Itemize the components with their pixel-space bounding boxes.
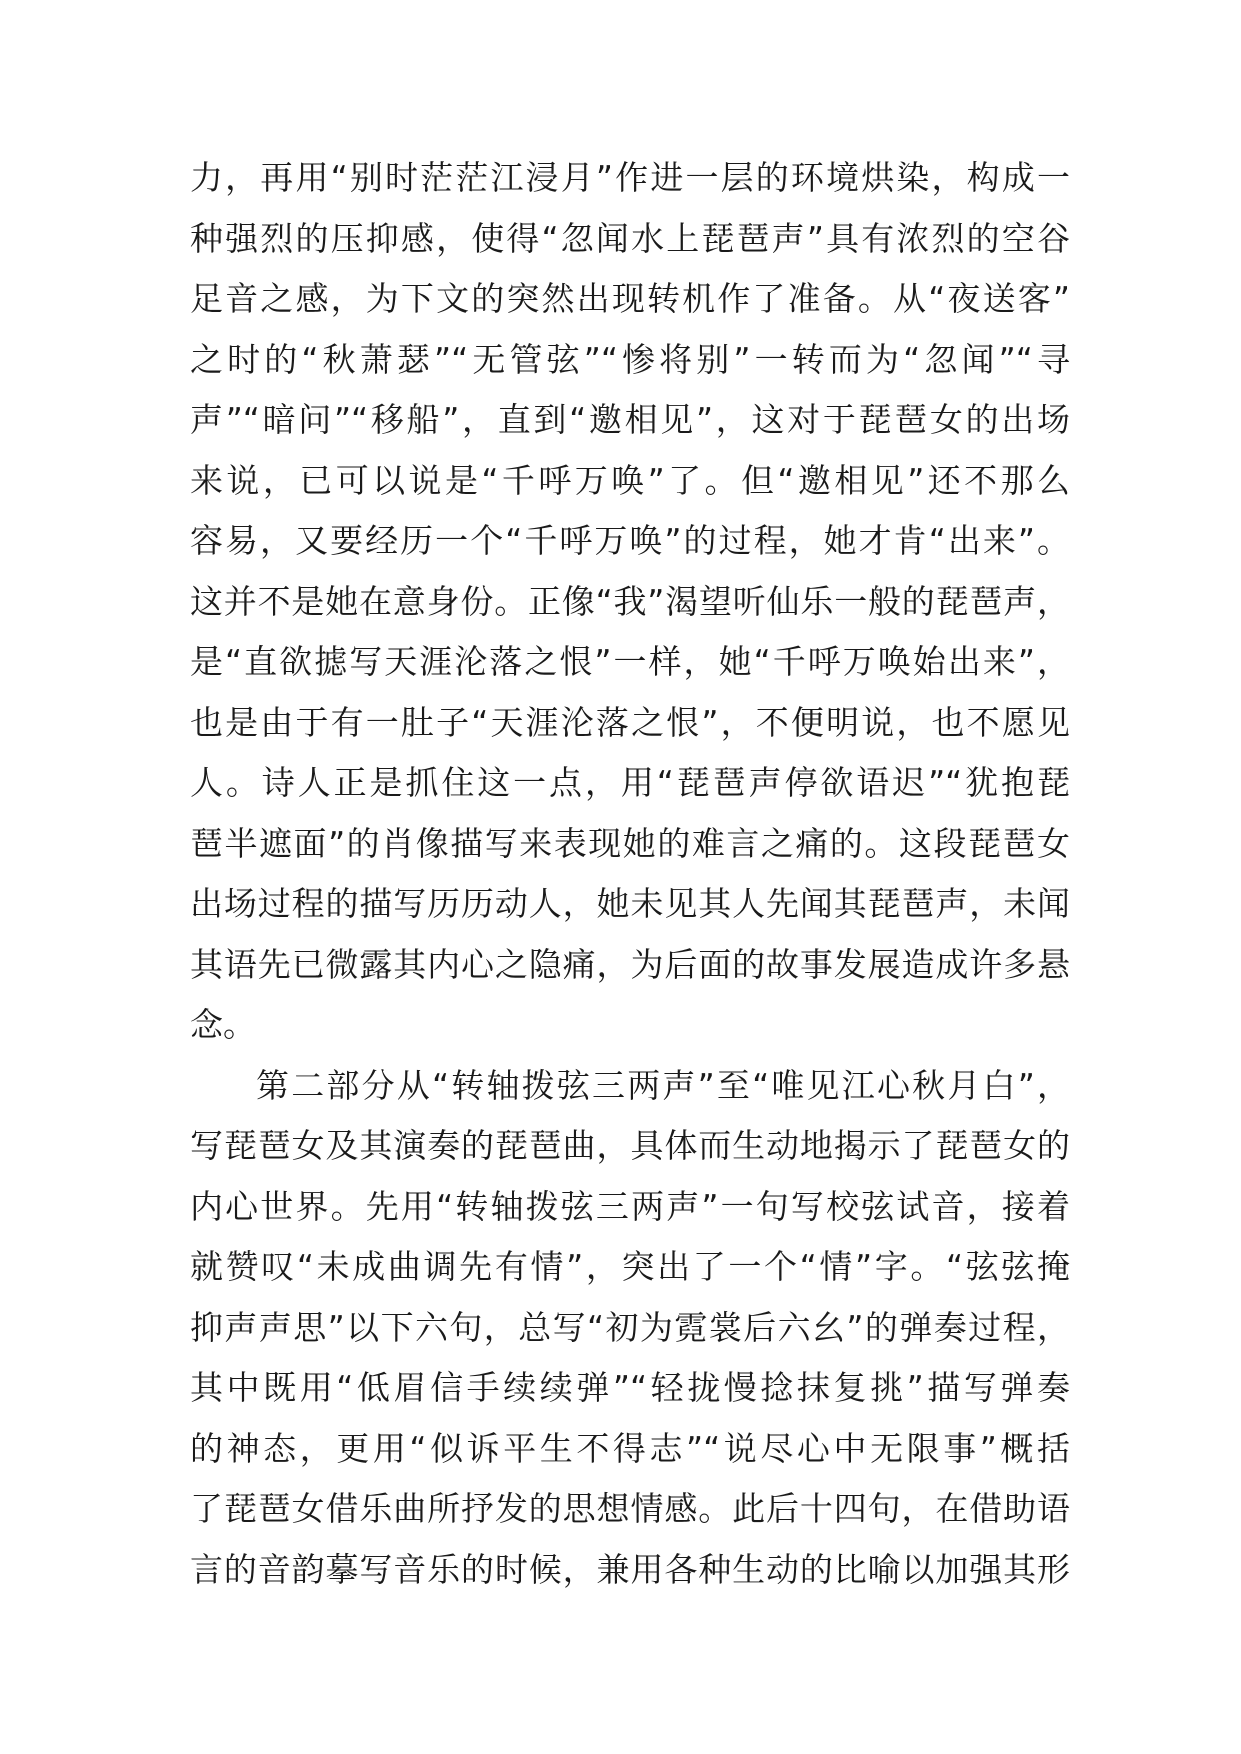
text-line: 足音之感，为下文的突然出现转机作了准备。从“夜送客” <box>190 279 1070 318</box>
text-line: 就赞叹“未成曲调先有情”，突出了一个“情”字。“弦弦掩 <box>190 1247 1070 1286</box>
text-line: 力，再用“别时茫茫江浸月”作进一层的环境烘染，构成一 <box>190 158 1070 197</box>
text-line: 了琵琶女借乐曲所抒发的思想情感。此后十四句，在借助语 <box>190 1489 1070 1528</box>
text-line: 之时的“秋萧瑟”“无管弦”“惨将别”一转而为“忽闻”“寻 <box>190 339 1070 379</box>
text-line: 容易，又要经历一个“千呼万唤”的过程，她才肯“出来”。 <box>190 521 1070 560</box>
text-line: 其中既用“低眉信手续续弹”“轻拢慢捻抹复挑”描写弹奏 <box>190 1368 1070 1407</box>
text-line: 人。诗人正是抓住这一点，用“琵琶声停欲语迟”“犹抱琵 <box>190 763 1070 802</box>
text-line: 其语先已微露其内心之隐痛，为后面的故事发展造成许多悬 <box>190 944 1070 984</box>
text-line: 声”“暗问”“移船”，直到“邀相见”，这对于琵琶女的出场 <box>190 400 1070 439</box>
body-text <box>190 148 1070 1600</box>
text-line: 出场过程的描写历历动人，她未见其人先闻其琵琶声，未闻 <box>190 884 1070 923</box>
text-line: 言的音韵摹写音乐的时候，兼用各种生动的比喻以加强其形 <box>190 1549 1070 1589</box>
text-line: 的神态，更用“似诉平生不得志”“说尽心中无限事”概括 <box>190 1428 1070 1468</box>
text-line: 琶半遮面”的肖像描写来表现她的难言之痛的。这段琵琶女 <box>190 823 1070 863</box>
text-line: 念。 <box>190 1005 256 1044</box>
text-line: 来说，已可以说是“千呼万唤”了。但“邀相见”还不那么 <box>190 460 1070 500</box>
text-line: 抑声声思”以下六句，总写“初为霓裳后六幺”的弹奏过程， <box>190 1307 1070 1347</box>
paragraph-first-line: 第二部分从“转轴拨弦三两声”至“唯见江心秋月白”， <box>256 1065 1070 1105</box>
text-line: 种强烈的压抑感，使得“忽闻水上琵琶声”具有浓烈的空谷 <box>190 218 1070 258</box>
text-line: 写琵琶女及其演奏的琵琶曲，具体而生动地揭示了琵琶女的 <box>190 1126 1070 1165</box>
text-line: 这并不是她在意身份。正像“我”渴望听仙乐一般的琵琶声， <box>190 581 1070 621</box>
text-line: 内心世界。先用“转轴拨弦三两声”一句写校弦试音，接着 <box>190 1186 1070 1226</box>
text-line: 也是由于有一肚子“天涯沦落之恨”，不便明说，也不愿见 <box>190 702 1070 742</box>
text-line: 是“直欲摅写天涯沦落之恨”一样，她“千呼万唤始出来”， <box>190 642 1070 681</box>
